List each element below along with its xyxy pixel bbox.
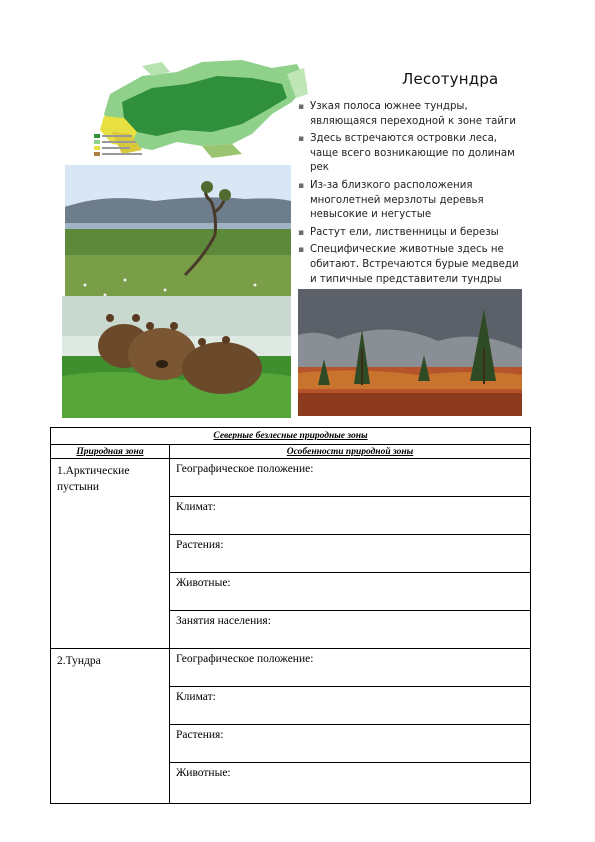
autumn-forest-tundra-photo bbox=[298, 289, 522, 416]
slide-title: Лесотундра bbox=[402, 70, 499, 88]
bullet-item: ▪ Растут ели, лиственницы и березы bbox=[298, 226, 524, 241]
answer-field[interactable]: Животные: bbox=[170, 573, 531, 611]
zones-worksheet-table bbox=[50, 427, 531, 804]
column-header-zone: Природная зона bbox=[51, 445, 170, 459]
answer-field[interactable]: Растения: bbox=[170, 725, 531, 763]
brown-bears-photo bbox=[62, 296, 291, 418]
slide-bullet-list bbox=[298, 100, 524, 290]
bullet-item: ▪ Из-за близкого расположения многолетней мерзлоты деревья невысокие и негустые bbox=[298, 179, 524, 223]
column-header-features: Особенности природной зоны bbox=[170, 445, 531, 459]
answer-field[interactable]: Климат: bbox=[170, 687, 531, 725]
answer-field[interactable]: Растения: bbox=[170, 535, 531, 573]
answer-field[interactable]: Животные: bbox=[170, 763, 531, 804]
russia-zones-map bbox=[82, 54, 310, 164]
answer-field[interactable]: Занятия населения: bbox=[170, 611, 531, 649]
zone-name-cell: 2.Тундра bbox=[51, 649, 170, 804]
answer-field[interactable]: Климат: bbox=[170, 497, 531, 535]
answer-field[interactable]: Географическое положение: bbox=[170, 459, 531, 497]
answer-field[interactable]: Географическое положение: bbox=[170, 649, 531, 687]
zone-name-cell: 1.Арктические пустыни bbox=[51, 459, 170, 649]
bullet-item: ▪ Здесь встречаются островки леса, чаще всего возникающие по долинам рек bbox=[298, 132, 524, 176]
lesson-slide bbox=[62, 42, 524, 418]
table-caption: Северные безлесные природные зоны bbox=[51, 428, 531, 445]
bullet-item: ▪ Узкая полоса южнее тундры, являющаяся переходной к зоне тайги bbox=[298, 100, 524, 129]
bullet-item: ▪ Специфические животные здесь не обитают. Встречаются бурые медведи и типичные представители тундры bbox=[298, 243, 524, 287]
